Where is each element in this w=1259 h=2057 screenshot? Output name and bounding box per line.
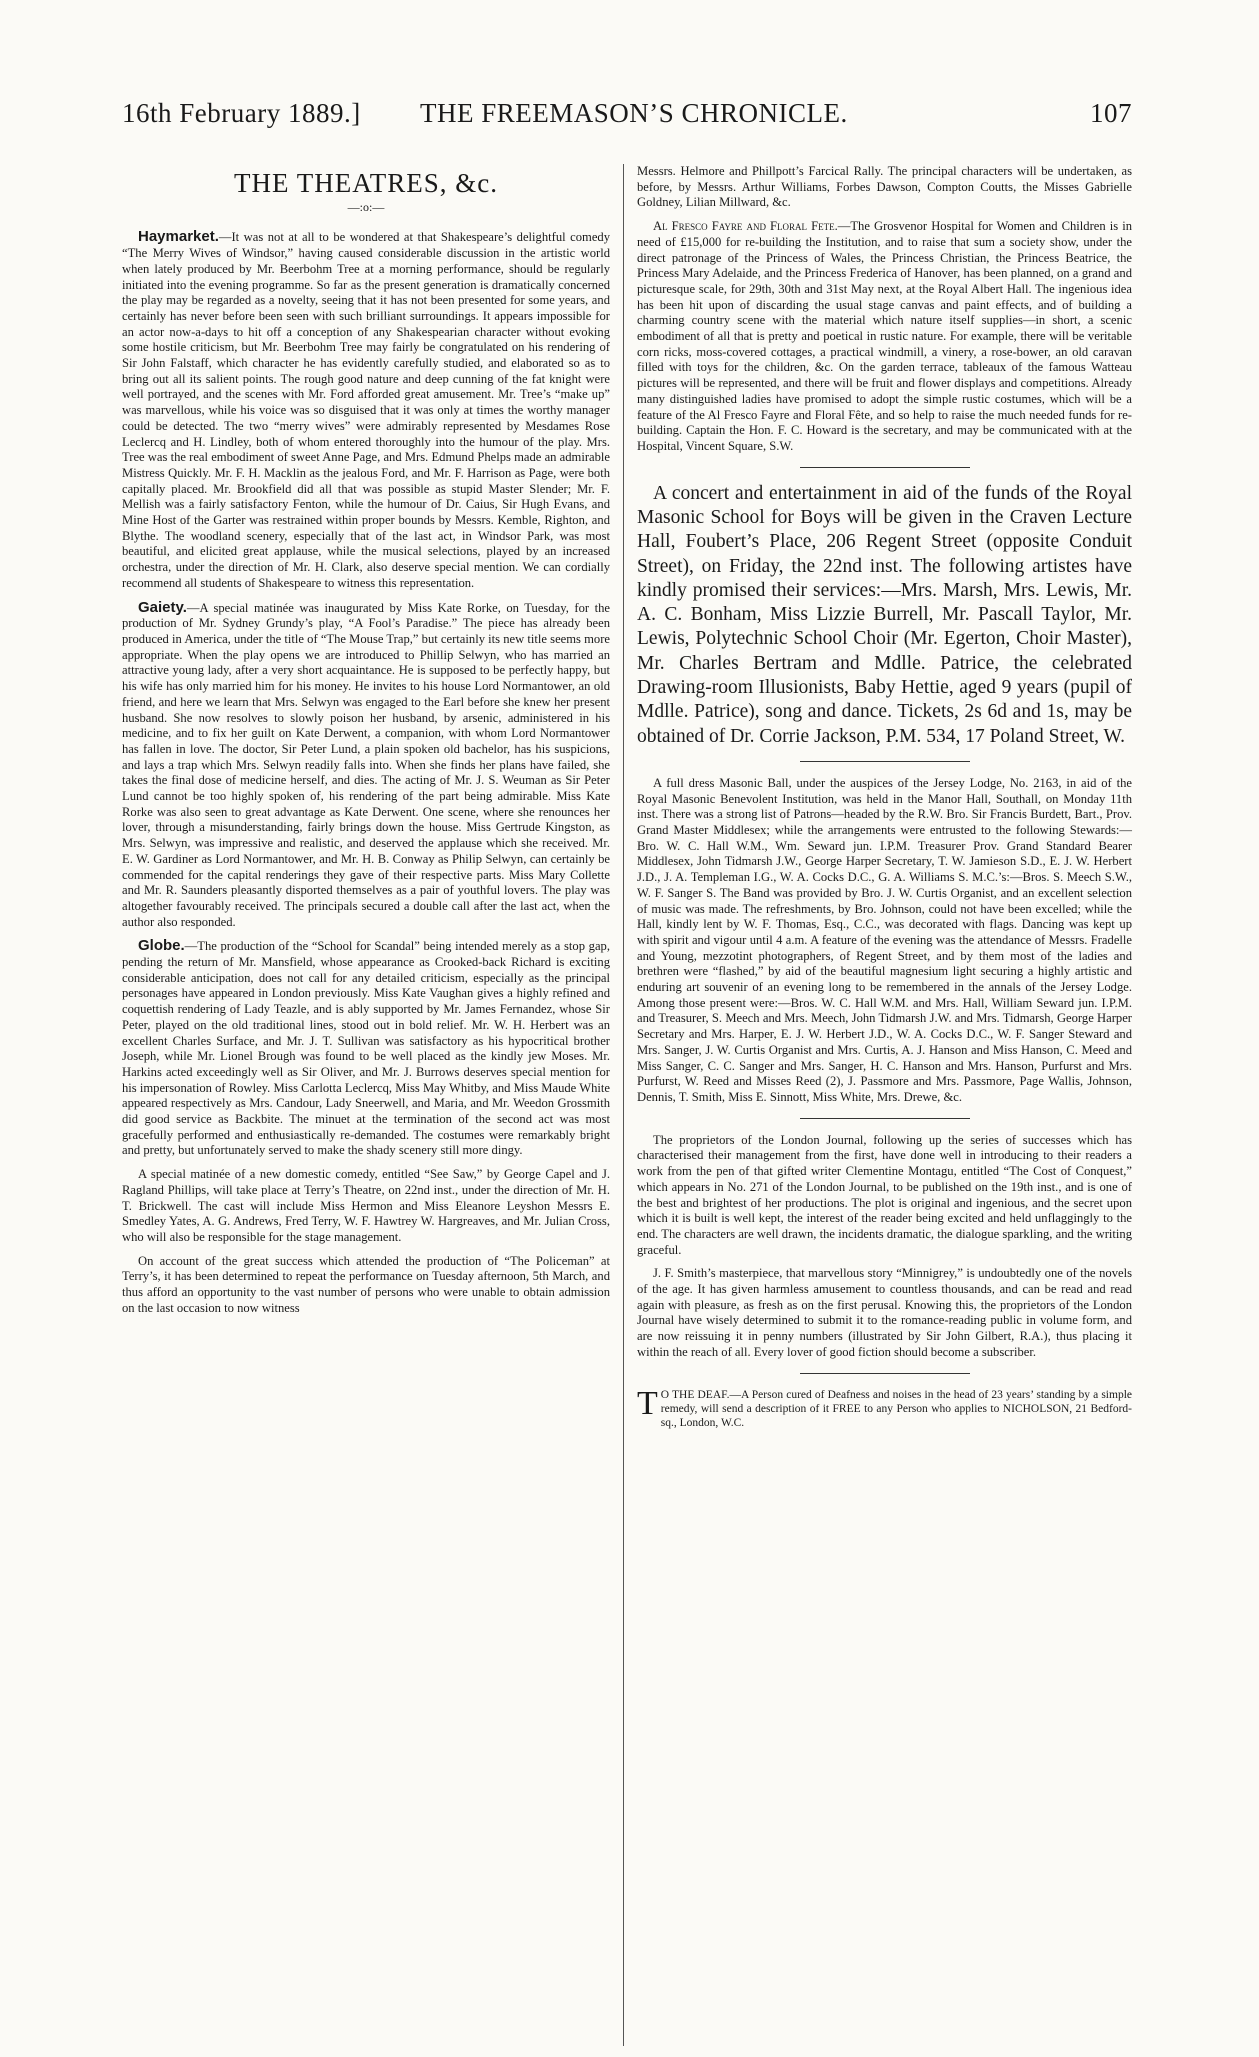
- haymarket-lead: Haymarket.: [138, 228, 219, 246]
- page-number: 107: [1090, 98, 1132, 128]
- haymarket-body: —It was not at all to be wondered at that Shakespeare’s delightful comedy “The Merry Wives of Windsor,” having caused considerable discussion in the artistic world when lately produced by Mr. Beerbohm Tree at a morning performance, should be regularly initiated into the evening programme. So far as the present generation is dramatically concerned the play may be regarded as a novelty, seeing that it has not been presented for some years, and certainly has never before been seen with such brilliant surroundings. It appears impossible for an actor now-a-days to hit off a conception of any Shakespearian character without evoking some hostile criticism, but Mr. Beerbohm Tree may fairly be congratulated on his rendering of Sir John Falstaff, which character he has evidently carefully studied, and elaborated so as to bring out all its salient points. The rough good nature and deep cunning of the fat knight were well portrayed, and the scenes with Mr. Ford afforded great amusement. Mr. Tree’s “make up” was marvellous, while his voice was so disguised that it was only at times the worthy manager could be detected. The two “merry wives” were admirably represented by Mesdames Rose Leclercq and H. Lindley, both of whom entered thoroughly into the humour of the play. Mrs. Tree was the real embodiment of sweet Anne Page, and Mrs. Edmund Phelps made an admirable Mistress Quickly. Mr. F. H. Macklin as the jealous Ford, and Mr. F. Harrison as Page, were both capitally placed. Mr. Brookfield did all that was possible as stupid Master Slender; Mr. F. Mellish was a fairly satisfactory Fenton, while the humour of Dr. Caius, Sir Hugh Evans, and Mine Host of the Garter was restrained within proper bounds by Messrs. Kemble, Righton, and Blythe. The woodland scenery, especially that of the last act, in Windsor Park, was most beautiful, and elicited great applause, while the musical selections, played by an increased orchestra, under the direction of Mr. H. Clark, also deserve special mention. We can cordially recommend all students of Shakespeare to witness this representation.: [122, 230, 610, 590]
- separator-rule: [800, 1373, 970, 1374]
- advert-body: O THE DEAF.—A Person cured of Deafness and noises in the head of 23 years’ standing by a simple remedy, will send a description of it FREE to any Person who applies to NICHOLSON, 21 Bedford-sq., London, W.C.: [660, 1388, 1132, 1429]
- fresco-notice: [637, 219, 1132, 455]
- drop-cap: T: [637, 1384, 658, 1422]
- policeman-notice: On account of the great success which attended the production of “The Policeman” at Terry’s, it has been determined to repeat the performance on Tuesday afternoon, 5th March, and thus afford an opportunity to the vast number of persons who were unable to obtain admission on the last occasion to now witness: [122, 1253, 610, 1315]
- right-column: [637, 164, 1132, 1430]
- concert-notice: A concert and entertainment in aid of the funds of the Royal Masonic School for Boys will be given in the Craven Lecture Hall, Foubert’s Place, 206 Regent Street (opposite Conduit Street), on Friday, the 22nd inst. The following artistes have kindly promised their services:—Mrs. Marsh, Mrs. Lewis, Mr. A. C. Bonham, Miss Lizzie Burrell, Mr. Pascall Taylor, Mr. Lewis, Polytechnic School Choir (Mr. Egerton, Choir Master), Mr. Charles Bertram and Mdlle. Patrice, the celebrated Drawing-room Illusionists, Baby Hettie, aged 9 years (pupil of Mdlle. Patrice), song and dance. Tickets, 2s 6d and 1s, may be obtained of Dr. Corrie Jackson, P.M. 534, 17 Poland Street, W.: [637, 482, 1132, 747]
- separator-rule: [800, 761, 970, 762]
- journal-notice: The proprietors of the London Journal, following up the series of successes which has characterised their management from the first, have done well in introducing to their readers a work from the pen of that gifted writer Clementine Montagu, entitled “The Cost of Conquest,” which appears in No. 271 of the London Journal, to be published on the 19th inst., and is one of the best and brightest of her productions. The plot is original and ingenious, and the secret upon which it is built is well kept, the interest of the reader being excited and held unflaggingly to the end. The characters are well drawn, the incidents dramatic, the dialogue sparkling, and the writing graceful.: [637, 1132, 1132, 1257]
- globe-lead: Globe.: [138, 937, 185, 955]
- globe-body: —The production of the “School for Scandal” being intended merely as a stop gap, pending the return of Mr. Mansfield, whose appearance as Crooked-back Richard is exciting considerable anticipation, does not call for any detailed criticism, especially as the principal personages have appeared in London previously. Miss Kate Vaughan gives a highly refined and coquettish rendering of Lady Teazle, and is ably supported by Mr. James Fernandez, whose Sir Peter, played on the old traditional lines, stood out in bold relief. Mr. W. H. Herbert was an excellent Charles Surface, and Mr. J. T. Sullivan was satisfactory as his hypocritical brother Joseph, while Mr. Lionel Brough was found to be well placed as the kindly jew Moses. Mr. Harkins acted exceedingly well as Sir Oliver, and Mr. J. Burrows deserves special mention for his impersonation of Rowley. Miss Carlotta Leclercq, Miss May Whitby, and Miss Maude White appeared respectively as Mrs. Candour, Lady Sneerwell, and Maria, and Mr. Weedon Grossmith did good service as Backbite. The minuet at the termination of the second act was most gracefully performed and enthusiastically re-demanded. The costumes were remarkably bright and pretty, but unfortunately served to make the shady scenery still more dingy.: [122, 939, 610, 1158]
- haymarket-review: [122, 229, 610, 591]
- gaiety-body: —A special matinée was inaugurated by Miss Kate Rorke, on Tuesday, for the production of Mr. Sydney Grundy’s play, “A Fool’s Paradise.” The piece has already been produced in America, under the title of “The Mouse Trap,” but certainly its new title seems more appropriate. When the play opens we are introduced to Phillip Selwyn, who has married an attractive young lady, after a very short acquaintance. He is supposed to be perfectly happy, but his wife has only married him for his money. He invites to his house Lord Normantower, an old friend, and here we learn that Mrs. Selwyn was engaged to the Earl before she knew her present husband. She now resolves to slowly poison her husband, by arsenic, administered in his medicine, and to fix her guilt on Kate Derwent, a companion, with whom Lord Normantower has fallen in love. The doctor, Sir Peter Lund, a plain spoken old bachelor, has his suspicions, and lays a trap which Mrs. Selwyn readily falls into. When she finds her plans have failed, she takes the final dose of medicine herself, and dies. The acting of Mr. J. S. Weuman as Sir Peter Lund cannot be too highly spoken of, his rendering of the part being admirable. Miss Kate Rorke was also seen to great advantage as Kate Derwent. One scene, where she renounces her lover, through a misunderstanding, fairly brings down the house. Miss Gertrude Kingston, as Mrs. Selwyn, was impressive and realistic, and deserved the applause which she received. Mr. E. W. Gardiner as Lord Normantower, and Mr. H. B. Conway as Philip Selwyn, can certainly be commended for the capital renderings they gave of their respective parts. Miss Mary Collette and Mr. R. Saunders pleasantly disported themselves as a pair of youthful lovers. The play was altogether favourably received. The principals secured a double call after the last act, when the author also responded.: [122, 600, 610, 929]
- see-saw-notice: A special matinée of a new domestic comedy, entitled “See Saw,” by George Capel and J. Ragland Phillips, will take place at Terry’s Theatre, on 22nd inst., under the direction of Mr. H. T. Brickwell. The cast will include Miss Hermon and Miss Eleanore Leyshon Messrs E. Smedley Yates, A. G. Andrews, Fred Terry, W. F. Hawtrey W. Hargreaves, and Mr. Julian Cross, who will also be responsible for the stage management.: [122, 1167, 610, 1244]
- fresco-body: —The Grosvenor Hospital for Women and Children is in need of £15,000 for re-building the Institution, and to raise that sum a society show, under the direct patronage of the Princess of Wales, the Princess Christian, the Princess Beatrice, the Princess Mary Adelaide, and the Princess Frederica of Hanover, has been planned, on a grand and picturesque scale, for 29th, 30th and 31st May next, at the Royal Albert Hall. The ingenious idea has been hit upon of discarding the usual stage canvas and paint effects, and of building a charming country scene with the material which nature itself supplies—in short, a scenic embodiment of all that is pretty and poetical in rustic nature. For example, there will be veritable corn ricks, moss-covered cottages, a practical windmill, a vinery, a rose-bower, an old caravan filled with toys for the children, &c. On the garden terrace, tableaux of the famous Watteau pictures will be represented, and there will be fruit and flower displays and competitions. Already many distinguished ladies have promised to adopt the simple rustic costumes, which will be a feature of the Al Fresco Fayre and Floral Fête, and so help to raise the much needed funds for re-building. Captain the Hon. F. C. Howard is the secretary, and may be communicated with at the Hospital, Vincent Square, S.W.: [637, 219, 1132, 453]
- ball-report: A full dress Masonic Ball, under the auspices of the Jersey Lodge, No. 2163, in aid of the Royal Masonic Benevolent Institution, was held in the Manor Hall, Southall, on Monday 11th inst. There was a strong list of Patrons—headed by the R.W. Bro. Sir Francis Burdett, Bart., Prov. Grand Master Middlesex; while the arrangements were entrusted to the following Stewards:—Bro. W. C. Hall W.M., Wm. Seward jun. I.P.M. Treasurer Prov. Grand Standard Bearer Middlesex, John Tidmarsh J.W., George Harper Secretary, T. W. Jamieson S.D., E. J. W. Herbert J.D., J. A. Templeman I.G., W. A. Cocks D.C., G. A. Williams S. M.C.’s:—Bros. S. Meech S.W., W. F. Sanger S. The Band was provided by Bro. J. W. Curtis Organist, and an excellent selection of music was made. The refreshments, by Bro. Johnson, could not have been excelled; while the Hall, kindly lent by W. F. Thomas, Esq., C.C., was decorated with flags. Dancing was kept up with spirit and vigour until 4 a.m. A feature of the evening was the attendance of Messrs. Fradelle and Young, mezzotint photographers, of Regent Street, and by them most of the ladies and brethren were “flashed,” by aid of the beautiful magnesium light securing a highly artistic and enduring art souvenir of an evening long to be remembered in the annals of the Jersey Lodge. Among those present were:—Bros. W. C. Hall W.M. and Mrs. Hall, William Seward jun. I.P.M. and Treasurer, S. Meech and Mrs. Meech, John Tidmarsh J.W. and Mrs. Tidmarsh, George Harper Secretary and Mrs. Harper, E. J. W. Herbert J.D., W. A. Cocks D.C., W. F. Sanger Steward and Mrs. Sanger, J. W. Curtis Organist and Mrs. Curtis, A. J. Hanson and Miss Hanson, C. Meed and Miss Sanger, C. C. Sanger and Mrs. Sanger, H. C. Hanson and Mrs. Hanson, Purfurst and Mrs. Purfurst, W. Reed and Misses Reed (2), J. Passmore and Mrs. Passmore, Page Wallis, Johnson, Dennis, T. Smith, Miss E. Sinnott, Miss White, Mrs. Drewe, &c.: [637, 775, 1132, 1104]
- fresco-lead: Al Fresco Fayre and Floral Fete.: [653, 219, 838, 234]
- gaiety-review: [122, 600, 610, 931]
- deafness-advert: [637, 1384, 1132, 1430]
- minnigrey-notice: J. F. Smith’s masterpiece, that marvellous story “Minnigrey,” is undoubtedly one of the novels of the age. It has given harmless amusement to countless thousands, and can be read and read again with pleasure, as fresh as on the first perusal. Knowing this, the proprietors of the London Journal have wisely determined to submit it to the romance-reading public in volume form, and are now reissuing it in penny numbers (illustrated by Sir John Gilbert, R.A.), thus placing it within the reach of all. Every lover of good fiction should become a subscriber.: [637, 1266, 1132, 1359]
- separator-rule: [800, 467, 970, 468]
- separator-rule: [800, 1118, 970, 1119]
- page-header: [122, 98, 1132, 140]
- ornament: —:o:—: [347, 199, 385, 214]
- section-title: THE THEATRES, &c.: [234, 168, 498, 198]
- gaiety-lead: Gaiety.: [138, 598, 187, 616]
- globe-review: [122, 938, 610, 1159]
- continuation-text: Messrs. Helmore and Phillpott’s Farcical Rally. The principal characters will be undertaken, as before, by Messrs. Arthur Williams, Forbes Dawson, Compton Coutts, the Misses Gabrielle Goldney, Lilian Millward, &c.: [637, 164, 1132, 210]
- column-divider: [623, 164, 624, 2046]
- left-column: [122, 164, 610, 1325]
- masthead-title: THE FREEMASON’S CHRONICLE.: [420, 98, 848, 128]
- issue-date: 16th February 1889.]: [122, 98, 361, 128]
